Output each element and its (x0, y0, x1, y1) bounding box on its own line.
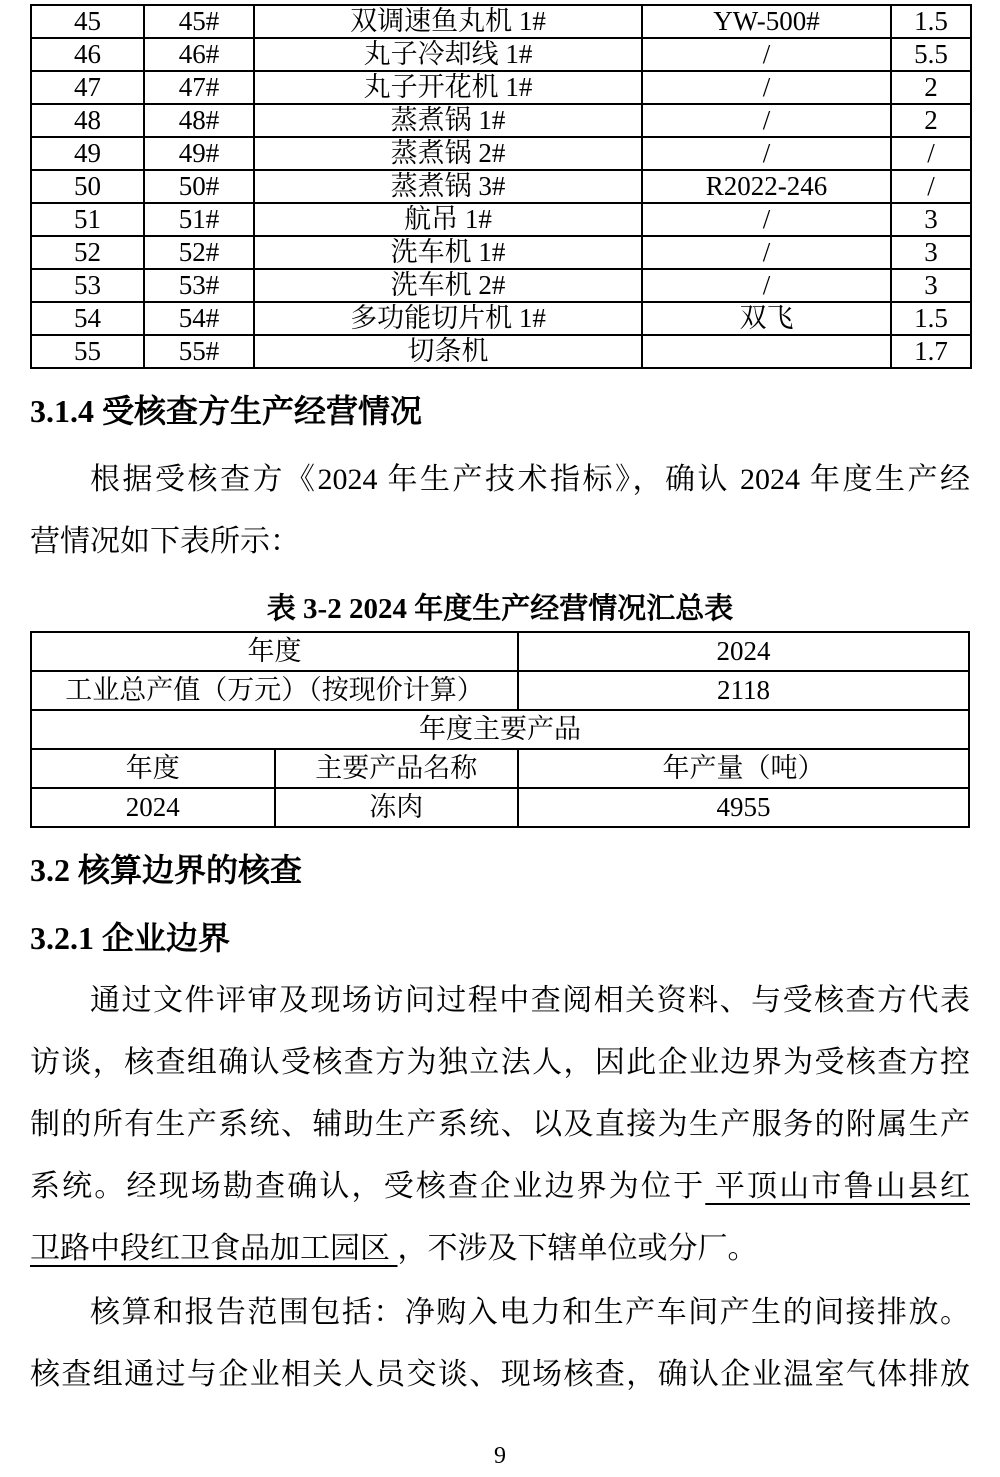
equip-name-cell: 多功能切片机 1# (254, 302, 642, 335)
year-label-cell: 年度 (31, 632, 518, 671)
equip-model-cell: / (642, 203, 891, 236)
equip-power-cell: / (891, 137, 971, 170)
equip-model-cell: / (642, 137, 891, 170)
table-row (31, 749, 969, 788)
table-row (31, 671, 969, 710)
paragraph-line: 制的所有生产系统、辅助生产系统、以及直接为生产服务的附属生产 (30, 1108, 970, 1141)
equip-power-cell: 3 (891, 269, 971, 302)
equip-tag-cell: 46# (144, 38, 254, 71)
paragraph-line: 通过文件评审及现场访问过程中查阅相关资料、与受核查方代表 (90, 984, 970, 1017)
data-product-cell: 冻肉 (275, 788, 519, 827)
table-row (31, 170, 971, 203)
paragraph-line: 访谈，核查组确认受核查方为独立法人，因此企业边界为受核查方控 (30, 1046, 970, 1079)
section-heading-3-2-1: 3.2.1 企业边界 (30, 920, 231, 956)
equip-model-cell: 双飞 (642, 302, 891, 335)
equip-no-cell: 52 (31, 236, 144, 269)
equip-tag-cell: 55# (144, 335, 254, 368)
equip-power-cell: 3 (891, 236, 971, 269)
paragraph-enterprise-boundary (30, 970, 970, 1280)
data-year-cell: 2024 (31, 788, 275, 827)
equip-model-cell: / (642, 104, 891, 137)
table-row (31, 71, 971, 104)
paragraph-line: 根据受核查方《2024 年生产技术指标》，确认 2024 年度生产经 (90, 463, 970, 496)
equip-tag-cell: 47# (144, 71, 254, 104)
equip-name-cell: 双调速鱼丸机 1# (254, 5, 642, 38)
paragraph-text: 系统。经现场勘查确认，受核查企业边界为位于 (30, 1170, 706, 1203)
equip-tag-cell: 49# (144, 137, 254, 170)
paragraph-reporting-scope (30, 1282, 970, 1406)
table-row (31, 5, 971, 38)
col-header-product: 主要产品名称 (275, 749, 519, 788)
output-label-cell: 工业总产值（万元）（按现价计算） (31, 671, 518, 710)
table-row (31, 203, 971, 236)
table-3-2-caption: 表 3-2 2024 年度生产经营情况汇总表 (266, 593, 734, 625)
equip-tag-cell: 52# (144, 236, 254, 269)
equip-name-cell: 蒸煮锅 2# (254, 137, 642, 170)
equip-no-cell: 48 (31, 104, 144, 137)
paragraph-line (30, 1156, 970, 1218)
paragraph-line: 营情况如下表所示： (30, 525, 300, 558)
equip-tag-cell: 54# (144, 302, 254, 335)
equip-model-cell: YW-500# (642, 5, 891, 38)
paragraph-line: 核算和报告范围包括：净购入电力和生产车间产生的间接排放。 (90, 1296, 970, 1329)
paragraph-3-1-4 (30, 449, 970, 573)
page-number: 9 (494, 1443, 506, 1469)
equip-no-cell: 54 (31, 302, 144, 335)
data-yield-cell: 4955 (518, 788, 969, 827)
equip-power-cell: 3 (891, 203, 971, 236)
equip-model-cell: / (642, 38, 891, 71)
equip-name-cell: 蒸煮锅 1# (254, 104, 642, 137)
section-heading-3-2: 3.2 核算边界的核查 (30, 852, 303, 888)
equip-name-cell: 航吊 1# (254, 203, 642, 236)
equip-power-cell: 5.5 (891, 38, 971, 71)
equip-model-cell: / (642, 269, 891, 302)
equip-name-cell: 丸子冷却线 1# (254, 38, 642, 71)
col-header-yield: 年产量（吨） (518, 749, 969, 788)
production-summary-table (30, 631, 970, 828)
equip-model-cell: R2022-246 (642, 170, 891, 203)
table-row (31, 269, 971, 302)
equip-no-cell: 55 (31, 335, 144, 368)
paragraph-line (30, 1218, 970, 1280)
equip-name-cell: 丸子开花机 1# (254, 71, 642, 104)
equip-name-cell: 洗车机 1# (254, 236, 642, 269)
table-row (31, 335, 971, 368)
table-row (31, 710, 969, 749)
table-row (31, 38, 971, 71)
paragraph-line: 核查组通过与企业相关人员交谈、现场核查，确认企业温室气体排放 (30, 1358, 970, 1391)
underlined-address: 卫路中段红卫食品加工园区 (30, 1232, 398, 1265)
equip-power-cell: 1.5 (891, 5, 971, 38)
equip-no-cell: 50 (31, 170, 144, 203)
table-row (31, 632, 969, 671)
table-row (31, 788, 969, 827)
equip-no-cell: 46 (31, 38, 144, 71)
equip-no-cell: 49 (31, 137, 144, 170)
equip-no-cell: 47 (31, 71, 144, 104)
underlined-address: 平顶山市鲁山县红 (705, 1170, 971, 1203)
table-row (31, 302, 971, 335)
equip-model-cell (642, 335, 891, 368)
equip-power-cell: 1.5 (891, 302, 971, 335)
equip-no-cell: 45 (31, 5, 144, 38)
equip-model-cell: / (642, 236, 891, 269)
output-value-cell: 2118 (518, 671, 969, 710)
equip-power-cell: / (891, 170, 971, 203)
equip-no-cell: 53 (31, 269, 144, 302)
table-row (31, 104, 971, 137)
equipment-table (30, 4, 972, 369)
equip-tag-cell: 50# (144, 170, 254, 203)
equip-tag-cell: 45# (144, 5, 254, 38)
equip-name-cell: 切条机 (254, 335, 642, 368)
year-value-cell: 2024 (518, 632, 969, 671)
equip-power-cell: 2 (891, 104, 971, 137)
equip-tag-cell: 48# (144, 104, 254, 137)
equip-model-cell: / (642, 71, 891, 104)
equip-tag-cell: 53# (144, 269, 254, 302)
table-row (31, 137, 971, 170)
section-heading-3-1-4: 3.1.4 受核查方生产经营情况 (30, 393, 423, 429)
equip-power-cell: 2 (891, 71, 971, 104)
products-header-cell: 年度主要产品 (31, 710, 969, 749)
equip-name-cell: 蒸煮锅 3# (254, 170, 642, 203)
col-header-year: 年度 (31, 749, 275, 788)
equip-power-cell: 1.7 (891, 335, 971, 368)
paragraph-text: ，不涉及下辖单位或分厂。 (397, 1232, 758, 1265)
table-row (31, 236, 971, 269)
equip-name-cell: 洗车机 2# (254, 269, 642, 302)
equip-tag-cell: 51# (144, 203, 254, 236)
equip-no-cell: 51 (31, 203, 144, 236)
